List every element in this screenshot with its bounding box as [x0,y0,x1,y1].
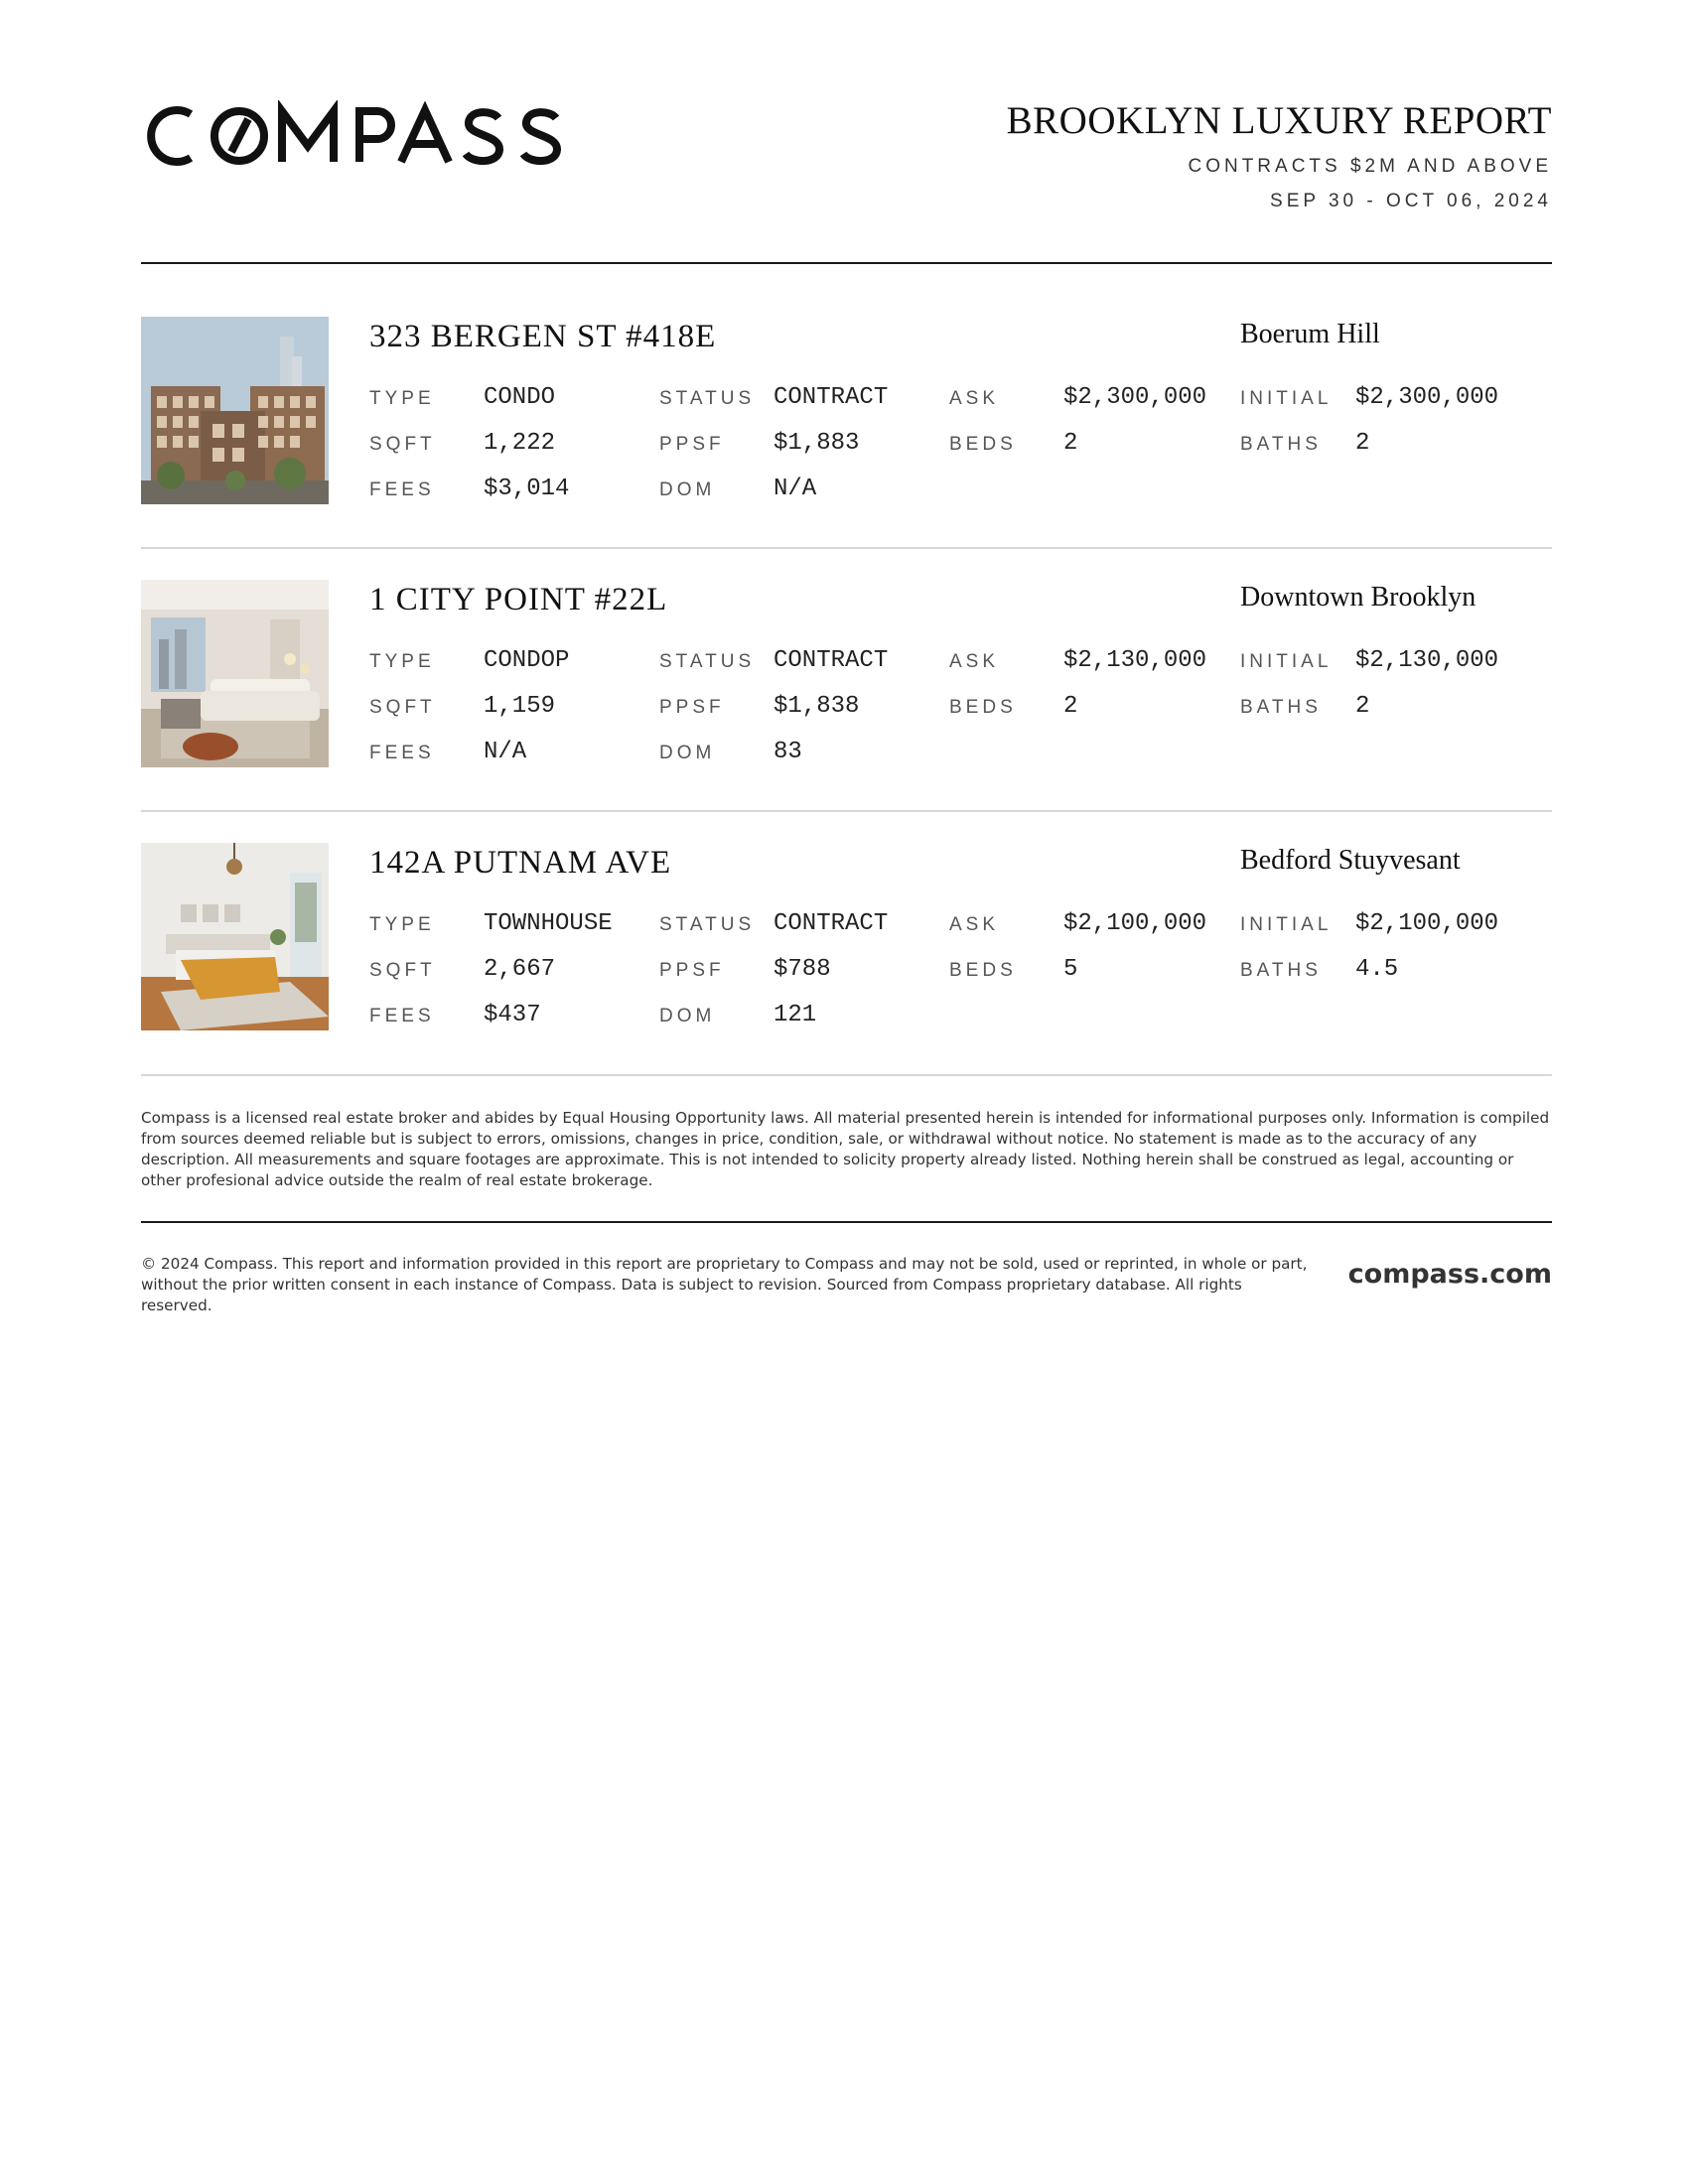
listing-divider [141,547,1552,549]
living-room-photo[interactable] [141,580,329,767]
dom-label: DOM [659,743,716,763]
initial-label: INITIAL [1240,914,1333,935]
ppsf-label: PPSF [659,960,725,981]
listing-address[interactable]: 323 BERGEN ST #418E [369,319,717,354]
dom-label: DOM [659,479,716,500]
listing-neighborhood: Downtown Brooklyn [1240,582,1477,613]
compass-website-link[interactable]: compass.com [1347,1259,1552,1290]
ask-label: ASK [949,651,1000,672]
field-row [369,1002,1552,1031]
field-row [369,693,1552,723]
building-exterior-photo[interactable] [141,317,329,504]
fees-label: FEES [369,743,435,763]
beds-label: BEDS [949,960,1017,981]
status-value: CONTRACT [774,647,889,674]
field-row [369,739,1552,768]
field-row [369,910,1552,940]
ask-value: $2,130,000 [1063,647,1207,674]
ask-label: ASK [949,914,1000,935]
baths-label: BATHS [1240,697,1322,718]
type-label: TYPE [369,914,435,935]
fees-label: FEES [369,479,435,500]
fees-value: $437 [484,1002,541,1028]
copyright-notice: © 2024 Compass. This report and information provided in this report are proprietary to Compass and may not be sold, used or reprinted, in whole or part, without the prior written consent in each instance of Compass. Data is subject to revision. Sourced from Compass proprietary database. All rights reserved. [141,1255,1308,1314]
baths-value: 2 [1355,430,1370,457]
listing-address[interactable]: 142A PUTNAM AVE [369,845,672,881]
ppsf-value: $1,838 [774,693,860,720]
initial-label: INITIAL [1240,388,1333,409]
ppsf-value: $788 [774,956,831,983]
status-label: STATUS [659,651,756,672]
dom-value: 121 [774,1002,817,1028]
sqft-value: 1,222 [484,430,556,457]
compass-logo [141,100,568,172]
listing-card[interactable] [141,843,1552,1031]
sqft-value: 2,667 [484,956,556,983]
sqft-value: 1,159 [484,693,556,720]
baths-value: 4.5 [1355,956,1399,983]
listing-divider [141,1074,1552,1076]
legal-disclaimer: Compass is a licensed real estate broker and abides by Equal Housing Opportunity laws. All material presented herein is intended for informational purposes only. Information is compiled from sources deemed reliable but is subject to errors, omissions, changes in price, condition, sale, or withdrawal without notice. No statement is made as to the accuracy of any description. All measurements and square footages are approximate. This is not intended to solicity property already listed. Nothing herein shall be construed as legal, accounting or other profesional advice outside the realm of real estate brokerage. [141,1109,1550,1189]
initial-label: INITIAL [1240,651,1333,672]
listing-address[interactable]: 1 CITY POINT #22L [369,582,668,617]
fees-value: $3,014 [484,476,570,502]
field-row [369,647,1552,677]
status-label: STATUS [659,388,756,409]
ppsf-label: PPSF [659,434,725,455]
listing-card[interactable] [141,317,1552,505]
status-value: CONTRACT [774,910,889,937]
ppsf-label: PPSF [659,697,725,718]
status-label: STATUS [659,914,756,935]
type-value: CONDOP [484,647,570,674]
initial-value: $2,130,000 [1355,647,1499,674]
dom-label: DOM [659,1006,716,1026]
report-title: BROOKLYN LUXURY REPORT [1006,99,1552,142]
fees-label: FEES [369,1006,435,1026]
beds-value: 5 [1063,956,1078,983]
listing-neighborhood: Boerum Hill [1240,319,1380,349]
type-value: CONDO [484,384,556,411]
beds-value: 2 [1063,430,1078,457]
sqft-label: SQFT [369,960,436,981]
dom-value: N/A [774,476,817,502]
sqft-label: SQFT [369,434,436,455]
beds-label: BEDS [949,697,1017,718]
field-row [369,430,1552,460]
report-header [141,94,1552,223]
report-subtitle: CONTRACTS $2M AND ABOVE [1188,156,1552,177]
dom-value: 83 [774,739,802,765]
ask-value: $2,300,000 [1063,384,1207,411]
ppsf-value: $1,883 [774,430,860,457]
bedroom-photo[interactable] [141,843,329,1030]
type-label: TYPE [369,388,435,409]
field-row [369,956,1552,986]
baths-value: 2 [1355,693,1370,720]
ask-value: $2,100,000 [1063,910,1207,937]
type-value: TOWNHOUSE [484,910,613,937]
initial-value: $2,300,000 [1355,384,1499,411]
type-label: TYPE [369,651,435,672]
beds-label: BEDS [949,434,1017,455]
status-value: CONTRACT [774,384,889,411]
sqft-label: SQFT [369,697,436,718]
listing-card[interactable] [141,580,1552,768]
initial-value: $2,100,000 [1355,910,1499,937]
ask-label: ASK [949,388,1000,409]
report-date-range: SEP 30 - OCT 06, 2024 [1270,191,1552,211]
beds-value: 2 [1063,693,1078,720]
field-row [369,476,1552,505]
fees-value: N/A [484,739,527,765]
header-divider [141,262,1552,264]
footer-divider [141,1221,1552,1223]
listing-divider [141,810,1552,812]
listing-neighborhood: Bedford Stuyvesant [1240,845,1461,876]
field-row [369,384,1552,414]
baths-label: BATHS [1240,960,1322,981]
baths-label: BATHS [1240,434,1322,455]
